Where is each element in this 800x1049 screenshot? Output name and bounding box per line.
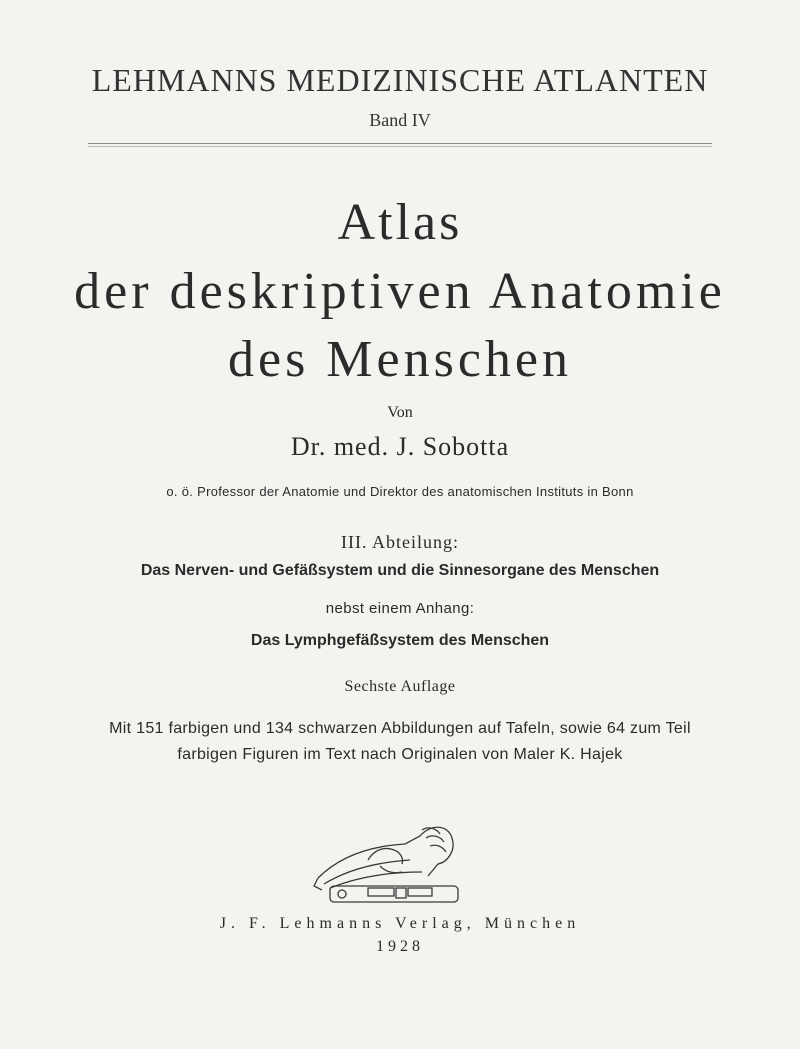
appendix-label: nebst einem Anhang: bbox=[325, 600, 475, 617]
divider-rule bbox=[88, 143, 712, 144]
section-subtitle: Das Nerven- und Gefäßsystem und die Sinnesorgane des Menschen bbox=[140, 562, 660, 579]
publisher-name: J. F. Lehmanns Verlag, München bbox=[219, 915, 581, 932]
author-name: Dr. med. J. Sobotta bbox=[290, 432, 510, 461]
lion-publisher-logo-icon bbox=[310, 816, 460, 906]
author-by: Von bbox=[387, 404, 413, 421]
publication-year: 1928 bbox=[376, 938, 424, 955]
series-title: LEHMANNS MEDIZINISCHE ATLANTEN bbox=[91, 62, 709, 98]
section-label: III. Abteilung: bbox=[341, 532, 459, 552]
illustration-description bbox=[0, 716, 800, 768]
description-line2: farbigen Figuren im Text nach Originalen von Maler K. Hajek bbox=[177, 746, 623, 763]
main-title-line2: der deskriptiven Anatomie bbox=[74, 263, 726, 320]
divider-rule-secondary bbox=[88, 146, 712, 147]
author-affiliation: o. ö. Professor der Anatomie und Direktor des anatomischen Instituts in Bonn bbox=[166, 484, 634, 499]
main-title-line1: Atlas bbox=[337, 194, 463, 251]
main-title-line3: des Menschen bbox=[227, 331, 573, 388]
edition-label: Sechste Auflage bbox=[344, 678, 456, 695]
appendix-title: Das Lymphgefäßsystem des Menschen bbox=[250, 632, 550, 649]
volume-label: Band IV bbox=[369, 110, 431, 130]
description-line1: Mit 151 farbigen und 134 schwarzen Abbildungen auf Tafeln, sowie 64 zum Teil bbox=[109, 720, 691, 737]
